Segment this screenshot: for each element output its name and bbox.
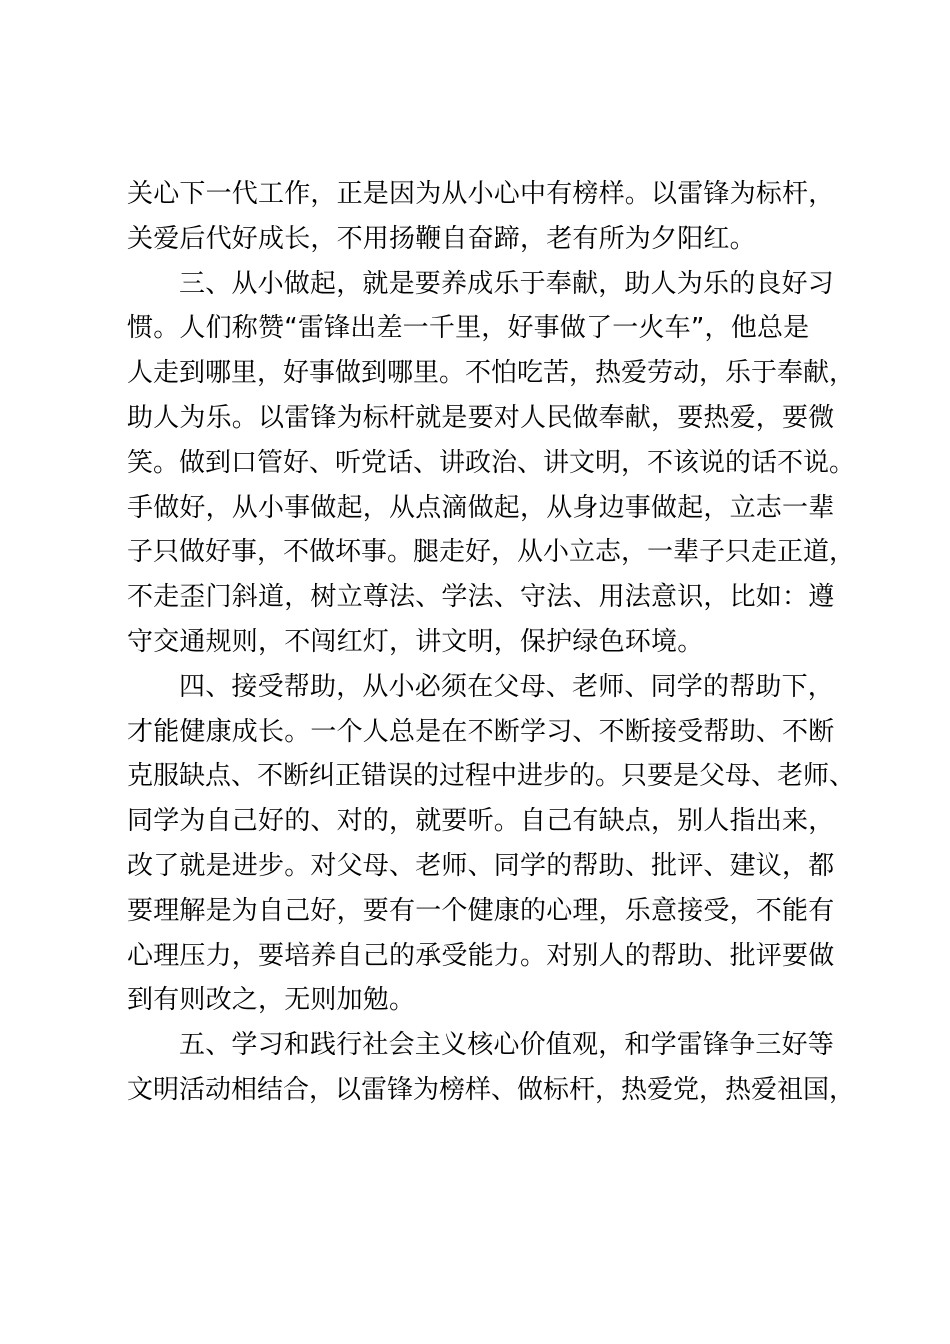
text-line: 同学为自己好的、对的，就要听。自己有缺点，别人指出来， <box>127 806 835 837</box>
text-line: 克服缺点、不断纠正错误的过程中进步的。只要是父母、老师、 <box>127 761 856 792</box>
text-line: 文明活动相结合，以雷锋为榜样、做标杆，热爱党，热爱祖国， <box>127 1074 856 1105</box>
text-line: 到有则改之，无则加勉。 <box>127 985 416 1016</box>
text-line: 关爱后代好成长，不用扬鞭自奋蹄，老有所为夕阳红。 <box>127 223 756 254</box>
text-line: 惯。人们称赞“雷锋出差一千里，好事做了一火车”，他总是 <box>127 313 810 344</box>
text-line: 不走歪门斜道，树立尊法、学法、守法、用法意识，比如：遵 <box>127 582 835 613</box>
text-line: 要理解是为自己好，要有一个健康的心理，乐意接受，不能有 <box>127 895 835 926</box>
text-line: 手做好，从小事做起，从点滴做起，从身边事做起，立志一辈 <box>127 492 835 523</box>
text-line: 子只做好事，不做坏事。腿走好，从小立志，一辈子只走正道， <box>127 537 856 568</box>
section-heading-line: 四、接受帮助，从小必须在父母、老师、同学的帮助下， <box>179 671 835 702</box>
text-line: 改了就是进步。对父母、老师、同学的帮助、批评、建议，都 <box>127 850 835 881</box>
text-line: 笑。做到口管好、听党话、讲政治、讲文明，不该说的话不说。 <box>127 447 856 478</box>
section-heading-line: 五、学习和践行社会主义核心价值观，和学雷锋争三好等 <box>179 1030 835 1061</box>
text-line: 关心下一代工作，正是因为从小心中有榜样。以雷锋为标杆， <box>127 179 835 209</box>
text-line: 心理压力，要培养自己的承受能力。对别人的帮助、批评要做 <box>127 940 835 971</box>
text-line: 守交通规则，不闯红灯，讲文明，保护绿色环境。 <box>127 626 704 657</box>
text-line: 助人为乐。以雷锋为标杆就是要对人民做奉献，要热爱，要微 <box>127 402 835 433</box>
body-text <box>127 172 857 1113</box>
section-heading-line: 三、从小做起，就是要养成乐于奉献，助人为乐的良好习 <box>179 268 835 299</box>
text-line: 才能健康成长。一个人总是在不断学习、不断接受帮助、不断 <box>127 716 835 747</box>
text-line: 人走到哪里，好事做到哪里。不怕吃苦，热爱劳动，乐于奉献， <box>127 358 856 389</box>
